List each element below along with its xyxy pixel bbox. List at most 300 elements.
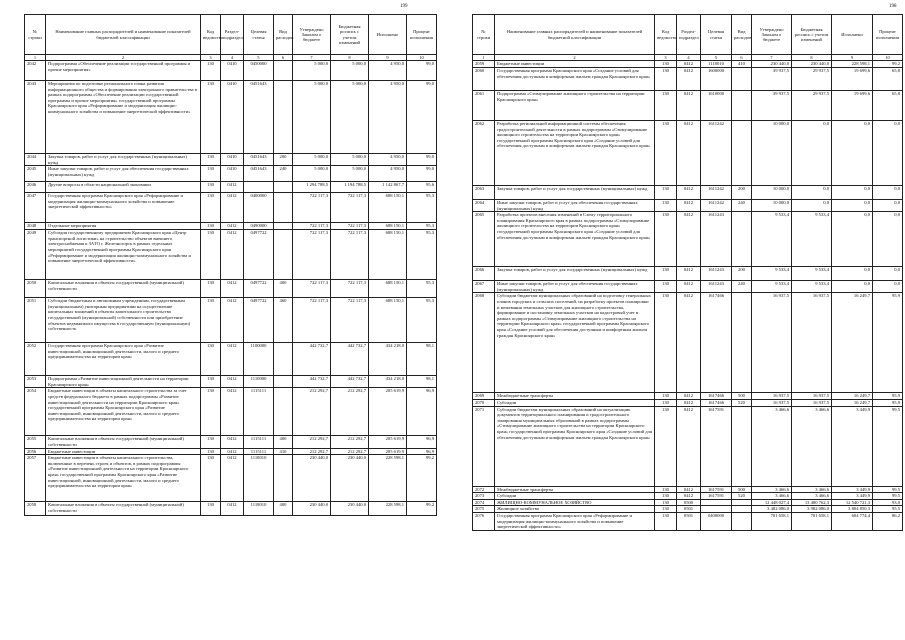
cell-section-code: 0412 [221, 343, 244, 376]
cell-execution-percent: 95,9 [873, 293, 903, 393]
cell-section-code: 0410 [221, 81, 244, 154]
cell-row-number: 2074 [473, 499, 495, 506]
cell-section-code: 0410 [221, 166, 244, 182]
cell-target-article: 1611242 [701, 200, 732, 212]
cell-target-article [244, 182, 274, 193]
cell-item-name: Закупка товаров, работ и услуг для государственных (муниципальных) нужд [495, 186, 655, 200]
table-row [25, 166, 437, 182]
table-row [473, 61, 903, 68]
cell-dept-code: 130 [655, 61, 677, 68]
cell-approved-amount: 3 482 086,0 [752, 506, 792, 513]
cell-row-number: 2066 [473, 267, 495, 281]
cell-row-number: 2072 [473, 486, 495, 493]
cell-approved-amount: 3 466,6 [752, 406, 792, 486]
cell-dept-code: 130 [655, 512, 677, 530]
cell-row-number: 2059 [473, 61, 495, 68]
cell-budget-amount: 230 440,0 [331, 502, 369, 516]
column-index: 6 [732, 55, 752, 61]
cell-execution-percent: 65,8 [873, 91, 903, 121]
cell-approved-amount: 39 937,5 [752, 91, 792, 121]
cell-executed-amount: 1 142 867,7 [369, 182, 407, 193]
cell-approved-amount: 722 117,3 [293, 223, 331, 230]
column-index: 7 [752, 55, 792, 61]
header-item-name: Наименование главных распорядителей и наименование показателей бюджетной классификации [495, 15, 655, 55]
cell-expense-type [732, 512, 752, 530]
cell-item-name: Бюджетные инвестиции [495, 61, 655, 68]
cell-target-article: 1611243 [701, 281, 732, 293]
table-row [25, 448, 437, 455]
cell-expense-type [732, 406, 752, 486]
column-index: 8 [792, 55, 832, 61]
header-row-number: № строки [473, 15, 495, 55]
column-index: 8 [331, 55, 369, 61]
table-row [25, 223, 437, 230]
cell-budget-amount: 722 117,3 [331, 193, 369, 223]
right-page [452, 0, 905, 640]
cell-budget-amount: 722 117,3 [331, 298, 369, 343]
cell-dept-code: 130 [655, 267, 677, 281]
cell-item-name: Мероприятия по подготовке регионального плана развития информационного общества и формирования электронного правительства в рамках подпрограммы «Обеспечение реализации государственной программы и прочие мероприятия» государственной программы Красноярского края «Реформирование и модернизация жилищно-коммунального хозяйства и повышение энергетической эффективности» [46, 81, 201, 154]
cell-executed-amount: 434 218,0 [369, 376, 407, 388]
cell-dept-code: 130 [201, 166, 221, 182]
cell-expense-type [732, 91, 752, 121]
column-index: 9 [369, 55, 407, 61]
cell-dept-code: 130 [655, 200, 677, 212]
cell-executed-amount: 688 150,1 [369, 193, 407, 223]
cell-dept-code: 130 [655, 506, 677, 513]
cell-dept-code: 130 [655, 212, 677, 267]
cell-section-code: 0412 [677, 68, 701, 91]
cell-executed-amount: 688 150,1 [369, 223, 407, 230]
cell-budget-amount: 5 000,0 [331, 166, 369, 182]
table-row [473, 499, 903, 506]
cell-dept-code: 130 [655, 486, 677, 493]
table-row [473, 281, 903, 293]
cell-budget-amount: 212 292,7 [331, 436, 369, 448]
cell-row-number: 2055 [25, 436, 46, 448]
cell-item-name: Подпрограмма «Развитие инвестиционной деятельности на территории Красноярского края» [46, 376, 201, 388]
cell-row-number: 2076 [473, 512, 495, 530]
cell-item-name: Субсидии [495, 399, 655, 406]
column-index: 9 [832, 55, 873, 61]
cell-target-article: 1118010 [244, 455, 274, 502]
cell-approved-amount: 9 533,4 [752, 281, 792, 293]
cell-approved-amount: 442 732,7 [293, 376, 331, 388]
cell-approved-amount: 230 440,0 [752, 61, 792, 68]
table-row [25, 343, 437, 376]
cell-budget-amount: 442 732,7 [331, 376, 369, 388]
cell-target-article: 1115111 [244, 448, 274, 455]
column-index: 6 [274, 55, 293, 61]
cell-approved-amount: 5 000,0 [293, 166, 331, 182]
cell-section-code: 0412 [677, 91, 701, 121]
cell-row-number: 2052 [25, 343, 46, 376]
cell-section-code: 0412 [221, 182, 244, 193]
cell-target-article: 1600000 [701, 68, 732, 91]
header-execution-percent: Процент исполнения [407, 15, 437, 55]
cell-section-code: 0412 [221, 436, 244, 448]
table-header-left [25, 15, 437, 61]
cell-execution-percent: 0,0 [873, 200, 903, 212]
cell-executed-amount: 205 619,9 [369, 448, 407, 455]
header-row-number: № строки [25, 15, 46, 55]
cell-execution-percent: 95,3 [407, 280, 437, 298]
cell-executed-amount: 12 540 721,3 [832, 499, 873, 506]
cell-execution-percent: 95,6 [407, 182, 437, 193]
column-index: 5 [701, 55, 732, 61]
cell-item-name: Бюджетные инвестиции [46, 448, 201, 455]
cell-approved-amount: 5 000,0 [293, 154, 331, 166]
table-row [473, 293, 903, 393]
cell-execution-percent: 96,9 [407, 448, 437, 455]
cell-budget-amount: 16 937,5 [792, 293, 832, 393]
cell-target-article: 0400000 [701, 512, 732, 530]
cell-executed-amount: 0,0 [832, 121, 873, 186]
cell-expense-type: 240 [274, 166, 293, 182]
cell-item-name: Закупка товаров, работ и услуг для государственных (муниципальных) нужд [46, 154, 201, 166]
cell-item-name: Субсидии бюджетным и автономным учреждениям, государственным (муниципальным) унитарным предприятиям на осуществление капитальных вложений в объекты капитального строительства государственной (муниципальной) собственности или приобретение объектов недвижимого имущества в государственную (муниципальную) собственность [46, 298, 201, 343]
cell-approved-amount: 701 658,1 [752, 512, 792, 530]
cell-target-article: 1617591 [701, 493, 732, 500]
column-index: 1 [25, 55, 46, 61]
cell-execution-percent: 99,0 [407, 166, 437, 182]
cell-dept-code: 130 [201, 455, 221, 502]
cell-executed-amount: 0,0 [832, 186, 873, 200]
cell-executed-amount: 0,0 [832, 200, 873, 212]
cell-dept-code: 130 [201, 230, 221, 280]
cell-executed-amount: 434 218,0 [369, 343, 407, 376]
cell-row-number: 2057 [25, 455, 46, 502]
table-row [473, 399, 903, 406]
header-executed-amount: Исполнено [369, 15, 407, 55]
table-row [473, 91, 903, 121]
cell-target-article: 1617591 [701, 406, 732, 486]
table-row [25, 280, 437, 298]
cell-budget-amount: 0,0 [792, 186, 832, 200]
cell-target-article: 1611243 [701, 267, 732, 281]
header-expense-type: Вид расходов [274, 15, 293, 55]
cell-expense-type [732, 293, 752, 393]
header-expense-type: Вид расходов [732, 15, 752, 55]
cell-item-name: Капитальные вложения в объекты государственной (муниципальной) собственности [46, 502, 201, 516]
table-row [25, 436, 437, 448]
cell-item-name: Жилищное хозяйство [495, 506, 655, 513]
cell-item-name: Закупка товаров, работ и услуг для государственных (муниципальных) нужд [495, 267, 655, 281]
cell-section-code: 0412 [677, 293, 701, 393]
cell-target-article: 1118010 [244, 502, 274, 516]
cell-target-article: 1617466 [701, 293, 732, 393]
cell-item-name: Государственная программа Красноярского края «Развитие инвестиционной, инновационной деятельности, малого и среднего предпринимательства на территории края» [46, 343, 201, 376]
cell-section-code: 0412 [221, 298, 244, 343]
cell-execution-percent: 95,3 [407, 193, 437, 223]
table-row [473, 393, 903, 400]
cell-execution-percent: 99,2 [873, 61, 903, 68]
column-index: 3 [201, 55, 221, 61]
column-index: 10 [407, 55, 437, 61]
column-index: 5 [244, 55, 274, 61]
cell-target-article: 1611242 [701, 121, 732, 186]
cell-expense-type [274, 223, 293, 230]
cell-section-code: 0412 [221, 448, 244, 455]
cell-executed-amount: 228 598,1 [369, 455, 407, 502]
cell-budget-amount: 16 937,5 [792, 399, 832, 406]
cell-executed-amount: 0,0 [832, 281, 873, 293]
cell-dept-code: 130 [201, 388, 221, 436]
cell-row-number: 2047 [25, 193, 46, 223]
cell-execution-percent: 86,2 [873, 512, 903, 530]
cell-row-number: 2044 [25, 154, 46, 166]
table-row [473, 486, 903, 493]
budget-table-left [24, 14, 437, 516]
cell-section-code: 0412 [677, 486, 701, 493]
cell-execution-percent: 65,8 [873, 68, 903, 91]
cell-expense-type: 240 [732, 281, 752, 293]
cell-section-code: 0412 [677, 267, 701, 281]
header-section-code: Раздел-подраздел [221, 15, 244, 55]
table-row [25, 182, 437, 193]
cell-budget-amount: 212 292,7 [331, 448, 369, 455]
cell-item-name: Субсидии [495, 493, 655, 500]
cell-section-code: 0412 [221, 388, 244, 436]
cell-section-code: 0501 [677, 506, 701, 513]
cell-approved-amount: 16 937,5 [752, 393, 792, 400]
cell-dept-code: 130 [655, 293, 677, 393]
cell-target-article: 1617466 [701, 393, 732, 400]
cell-budget-amount: 722 117,3 [331, 280, 369, 298]
header-budget-amount: Бюджетная роспись с учетом изменений [331, 15, 369, 55]
cell-row-number: 2060 [473, 68, 495, 91]
cell-budget-amount: 212 292,7 [331, 388, 369, 436]
cell-execution-percent: 0,0 [873, 212, 903, 267]
cell-item-name: Подпрограмма «Обеспечение реализации государственной программы и прочие мероприятия» [46, 61, 201, 81]
cell-item-name: ЖИЛИЩНО-КОММУНАЛЬНОЕ ХОЗЯЙСТВО [495, 499, 655, 506]
cell-expense-type [274, 343, 293, 376]
cell-executed-amount: 228 598,1 [832, 61, 873, 68]
cell-approved-amount: 9 533,4 [752, 212, 792, 267]
cell-target-article: 1115111 [244, 436, 274, 448]
table-row [25, 455, 437, 502]
cell-expense-type: 200 [732, 267, 752, 281]
cell-item-name: Субсидия государственному предприятию Красноярского края «Центр транспортной логистики» на строительство объектов внешнего электроснабжения к ЗАТО г. Железногорск в рамках отдельных мероприятий государственной программы Красноярского края «Реформирование и модернизация жилищно-коммунального хозяйства и повышение энергетической эффективности» [46, 230, 201, 280]
cell-execution-percent: 96,9 [407, 436, 437, 448]
cell-budget-amount: 3 466,6 [792, 406, 832, 486]
cell-section-code: 0412 [221, 376, 244, 388]
cell-execution-percent: 95,3 [407, 230, 437, 280]
column-index: 3 [655, 55, 677, 61]
table-row [473, 212, 903, 267]
cell-row-number: 2067 [473, 281, 495, 293]
table-row [25, 376, 437, 388]
header-dept-code: Код ведомства [201, 15, 221, 55]
cell-budget-amount: 0,0 [792, 121, 832, 186]
cell-dept-code: 130 [201, 436, 221, 448]
cell-execution-percent: 95,3 [407, 223, 437, 230]
cell-execution-percent: 96,9 [407, 388, 437, 436]
cell-section-code: 0412 [677, 281, 701, 293]
cell-budget-amount: 722 117,3 [331, 230, 369, 280]
cell-section-code: 0412 [677, 200, 701, 212]
cell-expense-type [274, 455, 293, 502]
cell-section-code: 0412 [677, 406, 701, 486]
cell-section-code: 0501 [677, 512, 701, 530]
cell-execution-percent: 95,3 [407, 298, 437, 343]
cell-approved-amount: 722 117,3 [293, 280, 331, 298]
cell-target-article: 0490000 [244, 223, 274, 230]
cell-item-name: Субсидии бюджетам муниципальных образований на актуализацию документов территориального планирования и градостроительного зонирования муниципальных образований в рамках подпрограммы «Стимулирование жилищного строительства на территории Красноярского края» государственной программы Красноярского края «Создание условий для обеспечения доступным и комфортным жильем граждан Красноярского края» [495, 406, 655, 486]
cell-execution-percent: 0,0 [873, 281, 903, 293]
cell-dept-code: 130 [201, 61, 221, 81]
cell-budget-amount: 16 937,5 [792, 393, 832, 400]
cell-row-number: 2046 [25, 182, 46, 193]
cell-budget-amount: 722 117,3 [331, 223, 369, 230]
cell-dept-code: 130 [201, 343, 221, 376]
cell-row-number: 2064 [473, 200, 495, 212]
cell-item-name: Подпрограмма «Стимулирование жилищного строительства на территории Красноярского края» [495, 91, 655, 121]
cell-section-code: 0412 [677, 399, 701, 406]
cell-row-number: 2042 [25, 61, 46, 81]
cell-budget-amount: 0,0 [792, 200, 832, 212]
cell-execution-percent: 0,0 [873, 186, 903, 200]
header-execution-percent: Процент исполнения [873, 15, 903, 55]
cell-executed-amount: 688 150,1 [369, 298, 407, 343]
header-item-name: Наименование главных распорядителей и наименование показателей бюджетной классификации [46, 15, 201, 55]
cell-item-name: Иные закупки товаров, работ и услуг для обеспечения государственных (муниципальных) нужд [495, 281, 655, 293]
cell-dept-code: 130 [201, 81, 221, 154]
cell-execution-percent: 98,1 [407, 376, 437, 388]
cell-row-number: 2063 [473, 186, 495, 200]
cell-expense-type [274, 193, 293, 223]
cell-execution-percent: 99,5 [873, 486, 903, 493]
cell-expense-type: 500 [732, 393, 752, 400]
cell-dept-code: 130 [201, 154, 221, 166]
table-row [25, 154, 437, 166]
cell-execution-percent: 95,9 [873, 393, 903, 400]
cell-budget-amount: 1 194 788,5 [331, 182, 369, 193]
cell-target-article: 1115111 [244, 388, 274, 436]
cell-item-name: Иные закупки товаров, работ и услуг для обеспечения государственных (муниципальных) нужд [46, 166, 201, 182]
cell-budget-amount: 442 732,7 [331, 343, 369, 376]
cell-approved-amount: 3 466,6 [752, 486, 792, 493]
cell-item-name: Государственная программа Красноярского края «Реформирование и модернизация жилищно-коммунального хозяйства и повышение энергетической эффективности» [495, 512, 655, 530]
cell-dept-code: 130 [655, 91, 677, 121]
cell-executed-amount: 688 150,1 [369, 230, 407, 280]
cell-section-code: 0500 [677, 499, 701, 506]
cell-executed-amount: 4 950,0 [369, 61, 407, 81]
cell-approved-amount: 442 732,7 [293, 343, 331, 376]
cell-item-name: Отдельные мероприятия [46, 223, 201, 230]
column-index: 2 [46, 55, 201, 61]
table-row [473, 506, 903, 513]
cell-target-article: 1100000 [244, 343, 274, 376]
cell-budget-amount: 29 937,5 [792, 68, 832, 91]
column-index: 1 [473, 55, 495, 61]
cell-expense-type [732, 506, 752, 513]
cell-execution-percent: 93,0 [873, 499, 903, 506]
cell-execution-percent: 99,0 [407, 81, 437, 154]
cell-target-article: 1617591 [701, 486, 732, 493]
cell-dept-code: 130 [201, 182, 221, 193]
cell-approved-amount: 3 466,6 [752, 493, 792, 500]
cell-section-code: 0412 [221, 455, 244, 502]
table-row [25, 230, 437, 280]
cell-item-name: Разработка региональной информационной системы обеспечения градостроительной деятельности в рамках подпрограммы «Стимулирование жилищного строительства на территории Красноярского края» государственной программы Красноярского края «Создание условий для обеспечения доступным и комфортным жильем граждан Красноярского края» [495, 121, 655, 186]
cell-approved-amount: 722 117,3 [293, 298, 331, 343]
cell-expense-type [274, 61, 293, 81]
cell-target-article: 0497722 [244, 230, 274, 280]
cell-item-name: Разработка проектов внесения изменений в Схему территориального планирования Красноярского края в рамках подпрограммы «Стимулирование жилищного строительства на территории Красноярского края» государственной программы Красноярского края «Создание условий для обеспечения доступным и комфортным жильем граждан Красноярского края» [495, 212, 655, 267]
cell-target-article: 1611243 [701, 212, 732, 267]
cell-executed-amount: 604 774,4 [832, 512, 873, 530]
cell-row-number: 2053 [25, 376, 46, 388]
cell-execution-percent: 98,1 [407, 343, 437, 376]
cell-section-code: 0410 [221, 154, 244, 166]
cell-executed-amount: 688 150,1 [369, 280, 407, 298]
header-approved-amount: Утверждено Законом о бюджете [752, 15, 792, 55]
cell-dept-code: 130 [201, 280, 221, 298]
cell-dept-code: 130 [655, 186, 677, 200]
cell-expense-type: 520 [732, 399, 752, 406]
cell-section-code: 0412 [677, 493, 701, 500]
cell-budget-amount: 9 533,4 [792, 267, 832, 281]
cell-target-article: 1118010 [701, 61, 732, 68]
cell-row-number: 2054 [25, 388, 46, 436]
header-approved-amount: Утверждено Законом о бюджете [293, 15, 331, 55]
cell-approved-amount: 230 440,0 [293, 455, 331, 502]
cell-row-number: 2050 [25, 280, 46, 298]
cell-section-code: 0412 [221, 502, 244, 516]
page-number-left: 199 [400, 4, 408, 9]
cell-execution-percent: 95,5 [873, 506, 903, 513]
cell-row-number: 2075 [473, 506, 495, 513]
cell-execution-percent: 0,0 [873, 267, 903, 281]
cell-target-article [701, 499, 732, 506]
cell-target-article: 0451643 [244, 154, 274, 166]
cell-approved-amount: 5 000,0 [293, 61, 331, 81]
cell-executed-amount: 19 699,6 [832, 68, 873, 91]
cell-row-number: 2069 [473, 393, 495, 400]
cell-dept-code: 130 [655, 406, 677, 486]
cell-row-number: 2061 [473, 91, 495, 121]
cell-row-number: 2045 [25, 166, 46, 182]
cell-budget-amount: 5 000,0 [331, 61, 369, 81]
page-number-right: 198 [889, 4, 897, 9]
cell-approved-amount: 10 000,0 [752, 121, 792, 186]
cell-execution-percent: 99,5 [873, 493, 903, 500]
budget-table-right [472, 14, 903, 531]
cell-approved-amount: 5 000,0 [293, 81, 331, 154]
cell-target-article: 1617466 [701, 399, 732, 406]
cell-target-article: 0497722 [244, 280, 274, 298]
cell-dept-code: 130 [655, 68, 677, 91]
cell-item-name: Субсидии бюджетам муниципальных образований на подготовку генеральных планов городских и сельских поселений, на разработку проектов планировки и межевания земельных участков для жилищного строительства, формирование и постановку земельных участков на кадастровый учет в рамках подпрограммы «Стимулирование жилищного строительства на территории Красноярского края» государственной программы Красноярского края «Создание условий для обеспечения доступным и комфортным жильем граждан Красноярского края» [495, 293, 655, 393]
cell-executed-amount: 16 249,7 [832, 393, 873, 400]
cell-item-name: Капитальные вложения в объекты государственной (муниципальной) собственности [46, 280, 201, 298]
cell-approved-amount: 212 292,7 [293, 436, 331, 448]
table-row [25, 81, 437, 154]
cell-target-article: 1610000 [701, 91, 732, 121]
cell-executed-amount: 3 449,9 [832, 493, 873, 500]
cell-expense-type [732, 499, 752, 506]
table-row [473, 406, 903, 486]
cell-section-code: 0412 [221, 223, 244, 230]
cell-execution-percent: 0,0 [873, 121, 903, 186]
cell-item-name: Бюджетные инвестиции в объекты капитального строительства за счет средств федерального бюджета в рамках подпрограммы «Развитие инвестиционной деятельности на территории Красноярского края» государственной программы Красноярского края «Развитие инвестиционной, инновационной деятельности, малого и среднего предпринимательства на территории края» [46, 388, 201, 436]
table-row [25, 193, 437, 223]
cell-expense-type: 410 [274, 448, 293, 455]
cell-approved-amount: 10 000,0 [752, 186, 792, 200]
cell-row-number: 2058 [25, 502, 46, 516]
cell-execution-percent: 99,0 [407, 154, 437, 166]
